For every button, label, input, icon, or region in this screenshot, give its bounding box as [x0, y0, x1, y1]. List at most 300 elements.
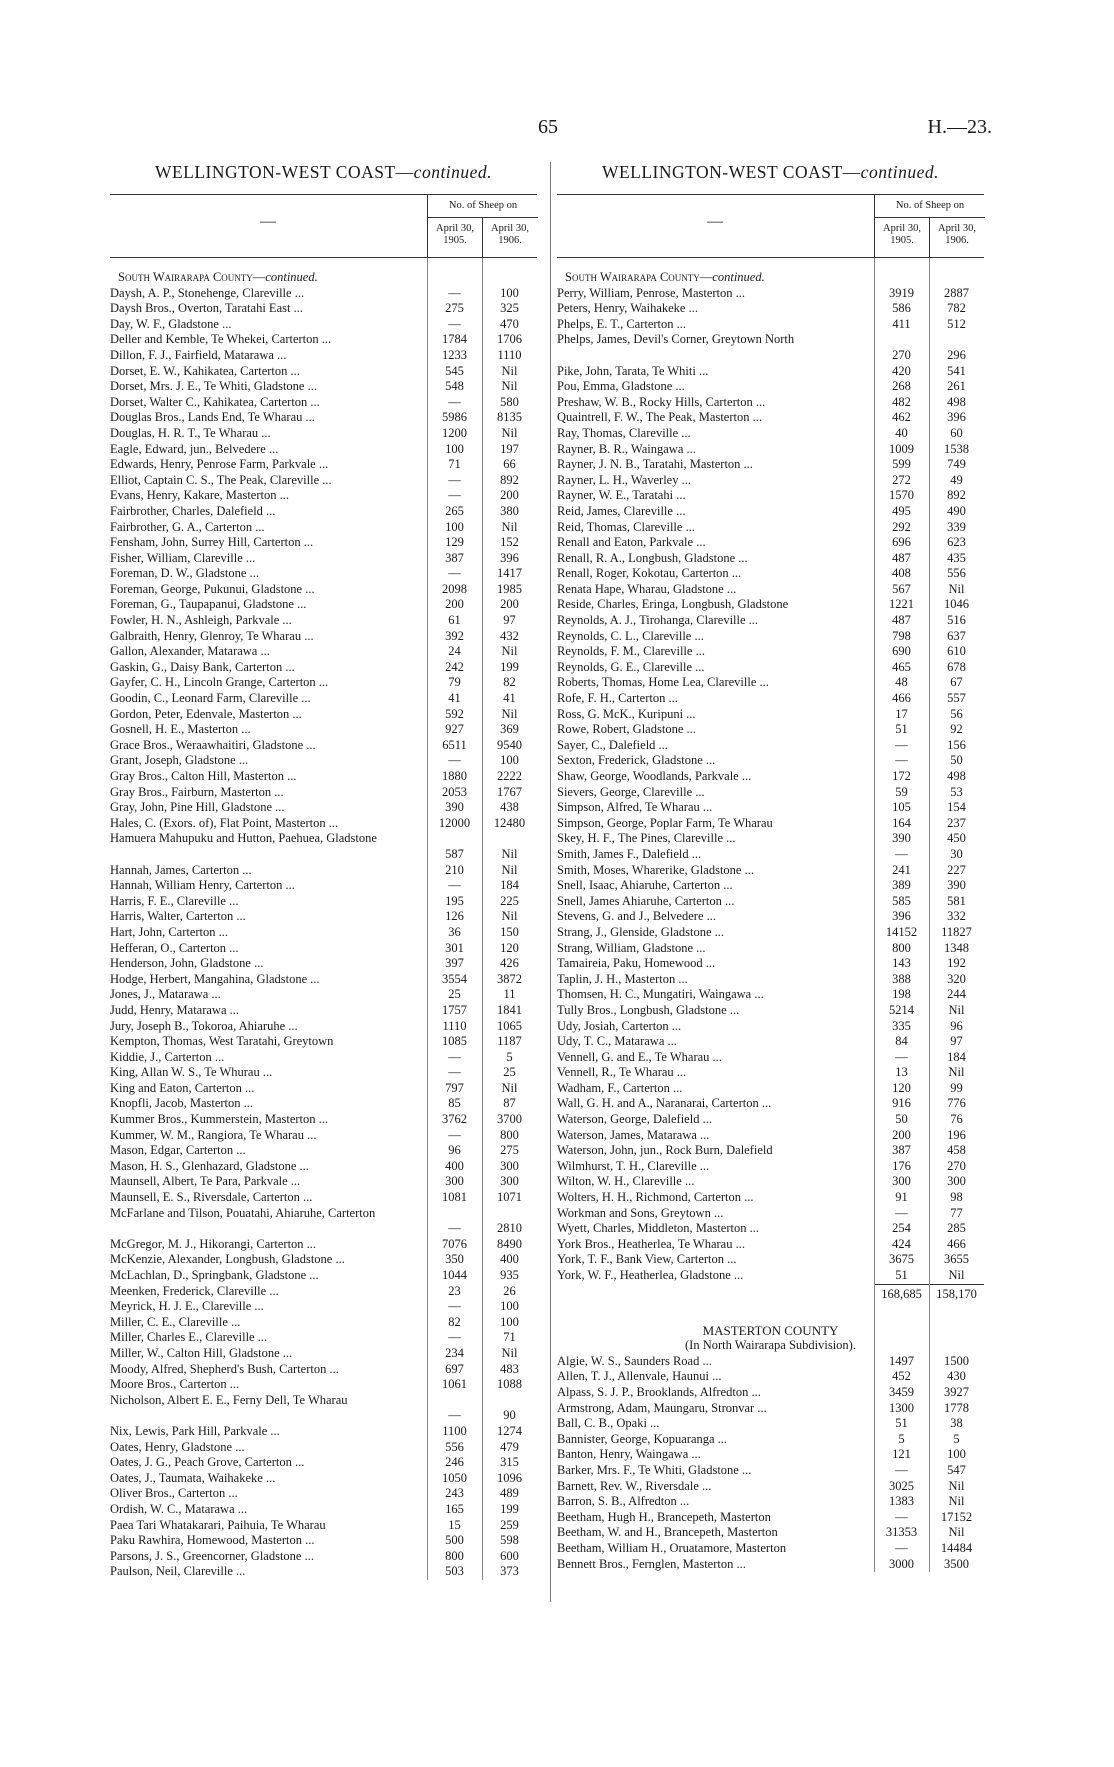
sheep-1906: 400 — [500, 1252, 519, 1267]
sheep-1906: 749 — [947, 457, 966, 472]
owner-name: Kummer, W. M., Rangiora, Te Wharau ... — [110, 1127, 317, 1142]
sheep-1906: 369 — [500, 722, 519, 737]
right-section-heading — [557, 270, 984, 286]
sheep-1905: 1110 — [442, 1018, 467, 1033]
sheep-1906: 490 — [947, 503, 966, 518]
sheep-1905: — — [448, 1299, 461, 1314]
sheep-1905: 696 — [892, 535, 911, 550]
owner-name: Evans, Henry, Kakare, Masterton ... — [110, 488, 289, 503]
owner-name: Knopfli, Jacob, Masterton ... — [110, 1096, 254, 1111]
sheep-1905: 254 — [892, 1221, 911, 1236]
sheep-1906: 2887 — [944, 285, 969, 300]
owner-name: Rayner, L. H., Waverley ... — [557, 472, 691, 487]
table-row — [557, 738, 984, 754]
sheep-1905: 592 — [445, 706, 464, 721]
table-row — [557, 1050, 984, 1066]
right-header-col-1906 — [929, 217, 984, 257]
table-row — [110, 1065, 537, 1081]
sheep-1905: 424 — [892, 1236, 911, 1251]
sheep-1906: 1417 — [497, 566, 522, 581]
owner-name: Miller, C. E., Clareville ... — [110, 1314, 241, 1329]
sheep-1906: 275 — [500, 1143, 519, 1158]
table-row — [557, 956, 984, 972]
owner-name: Ordish, W. C., Matarawa ... — [110, 1501, 248, 1516]
sheep-1906: 300 — [947, 1174, 966, 1189]
sheep-1906: 1110 — [497, 347, 522, 362]
sheep-1906: 547 — [947, 1462, 966, 1477]
sheep-1906: 100 — [947, 1447, 966, 1462]
table-row — [557, 769, 984, 785]
owner-name: Mason, Edgar, Carterton ... — [110, 1143, 246, 1158]
owner-name: Smith, James F., Dalefield ... — [557, 846, 702, 861]
left-title-main: WELLINGTON-WEST COAST— — [154, 162, 414, 182]
owner-name: Dorset, Walter C., Kahikatea, Carterton ... — [110, 394, 320, 409]
table-row — [110, 785, 537, 801]
right-header-group: No. of Sheep on — [874, 195, 985, 218]
sheep-1905: 1081 — [442, 1190, 467, 1205]
owner-name: Wilton, W. H., Clareville ... — [557, 1174, 695, 1189]
table-row — [110, 520, 537, 536]
owner-name: Hart, John, Carterton ... — [110, 924, 229, 939]
sheep-1906: 66 — [503, 457, 516, 472]
owner-name: Fowler, H. N., Ashleigh, Parkvale ... — [110, 613, 292, 628]
owner-name: Dorset, Mrs. J. E., Te Whiti, Gladstone ... — [110, 379, 317, 394]
table-row — [110, 1377, 537, 1393]
sheep-1906: 12480 — [493, 815, 526, 830]
table-row — [110, 286, 537, 302]
owner-name: Gray, John, Pine Hill, Gladstone ... — [110, 800, 285, 815]
table-row — [557, 785, 984, 801]
sheep-1906: 100 — [500, 753, 519, 768]
owner-name: Dorset, E. W., Kahikatea, Carterton ... — [110, 363, 300, 378]
sheep-1905: 1100 — [442, 1423, 467, 1438]
sheep-1905: 411 — [892, 316, 911, 331]
table-row — [557, 987, 984, 1003]
sheep-1906: Nil — [501, 644, 518, 659]
table-row — [110, 1128, 537, 1144]
table-row — [557, 1401, 984, 1417]
table-row — [110, 395, 537, 411]
sheep-1906: 154 — [947, 800, 966, 815]
sheep-1906: Nil — [501, 706, 518, 721]
sheep-1906: 98 — [950, 1190, 963, 1205]
sheep-1906: 296 — [947, 347, 966, 362]
table-row — [110, 1081, 537, 1097]
sheep-1906: 120 — [500, 940, 519, 955]
sheep-1906: 38 — [950, 1416, 963, 1431]
table-row — [557, 1159, 984, 1175]
sheep-1905: — — [895, 753, 908, 768]
sheep-1905: 268 — [892, 379, 911, 394]
table-row — [110, 956, 537, 972]
sheep-1905: 482 — [892, 394, 911, 409]
owner-name: Day, W. F., Gladstone ... — [110, 316, 232, 331]
left-header-col-1906 — [482, 217, 537, 257]
table-row — [557, 286, 984, 302]
table-row — [110, 1019, 537, 1035]
sheep-1905: — — [895, 846, 908, 861]
owner-name: Workman and Sons, Greytown ... — [557, 1205, 724, 1220]
table-row — [557, 1557, 984, 1573]
left-col1-line1: April 30, — [436, 223, 474, 234]
sheep-1905: 927 — [445, 722, 464, 737]
table-row — [110, 1330, 537, 1346]
sheep-1906: 1088 — [497, 1377, 522, 1392]
owner-name: Reynolds, A. J., Tirohanga, Clareville ... — [557, 613, 759, 628]
sheep-1905: 556 — [445, 1439, 464, 1454]
table-row — [557, 1003, 984, 1019]
owner-name: Algie, W. S., Saunders Road ... — [557, 1353, 712, 1368]
sheep-1905: 198 — [892, 987, 911, 1002]
sheep-1906: 600 — [500, 1548, 519, 1563]
sheep-1905: 5986 — [442, 410, 467, 425]
right-col1-line1: April 30, — [883, 223, 921, 234]
sheep-1905: 487 — [892, 613, 911, 628]
sheep-1906: 92 — [950, 722, 963, 737]
table-row — [110, 675, 537, 691]
table-row — [110, 1050, 537, 1066]
table-row — [557, 863, 984, 879]
sheep-1905: 586 — [892, 301, 911, 316]
sheep-1905: 397 — [445, 956, 464, 971]
table-row — [557, 1252, 984, 1268]
sheep-1905: 5 — [898, 1431, 905, 1446]
owner-name: Perry, William, Penrose, Masterton ... — [557, 285, 746, 300]
sheep-1906: 516 — [947, 613, 966, 628]
table-row — [110, 1564, 537, 1580]
table-row — [110, 597, 537, 613]
table-row — [110, 878, 537, 894]
sheep-1905: 3000 — [889, 1556, 914, 1571]
owner-name: Fisher, William, Clareville ... — [110, 550, 256, 565]
sheep-1905: 389 — [892, 878, 911, 893]
sheep-1905: 390 — [892, 831, 911, 846]
table-row — [557, 597, 984, 613]
right-rule-1 — [874, 258, 875, 1572]
table-row — [110, 1486, 537, 1502]
left-section-title: South Wairarapa County— — [118, 270, 266, 284]
owner-name: Gayfer, C. H., Lincoln Grange, Carterton ... — [110, 675, 329, 690]
right-col1-line2: 1905. — [890, 235, 914, 246]
sheep-1906: 1500 — [944, 1353, 969, 1368]
sheep-1905: 242 — [445, 659, 464, 674]
left-header-group: No. of Sheep on — [427, 195, 538, 218]
table-row — [110, 379, 537, 395]
owner-name: Alpass, S. J. P., Brooklands, Alfredton ... — [557, 1384, 761, 1399]
table-row — [557, 1128, 984, 1144]
table-row — [557, 675, 984, 691]
table-row — [110, 1284, 537, 1300]
sheep-1905: 350 — [445, 1252, 464, 1267]
owner-name: King, Allan W. S., Te Whurau ... — [110, 1065, 273, 1080]
table-row — [110, 831, 537, 862]
sheep-1905: 548 — [445, 379, 464, 394]
table-row — [557, 1112, 984, 1128]
table-row — [110, 317, 537, 333]
sheep-1905: 82 — [448, 1314, 461, 1329]
sheep-1905: 241 — [892, 862, 911, 877]
owner-name: Meenken, Frederick, Clareville ... — [110, 1283, 279, 1298]
owner-name: Reside, Charles, Eringa, Longbush, Gladstone — [557, 597, 789, 612]
sheep-1906: 97 — [503, 613, 516, 628]
left-header-dash: — — [260, 213, 276, 230]
owner-name: Quaintrell, F. W., The Peak, Masterton ... — [557, 410, 762, 425]
owner-name: Nix, Lewis, Park Hill, Parkvale ... — [110, 1423, 280, 1438]
sheep-1905: 1497 — [889, 1353, 914, 1368]
sheep-1906: 184 — [500, 878, 519, 893]
sheep-1906: 60 — [950, 425, 963, 440]
owner-name: Kiddie, J., Carterton ... — [110, 1049, 225, 1064]
table-row — [557, 1237, 984, 1253]
owner-name: Preshaw, W. B., Rocky Hills, Carterton ... — [557, 394, 766, 409]
table-row — [110, 972, 537, 988]
sheep-1906: 225 — [500, 893, 519, 908]
sheep-1906: 25 — [503, 1065, 516, 1080]
sheep-1905: 567 — [892, 581, 911, 596]
sheep-1905: 690 — [892, 644, 911, 659]
table-row — [557, 1081, 984, 1097]
table-row — [110, 1174, 537, 1190]
sheep-1905: 1200 — [442, 425, 467, 440]
left-column-title — [110, 162, 537, 186]
owner-name: Vennell, G. and E., Te Wharau ... — [557, 1049, 722, 1064]
owner-name: Hales, C. (Exors. of), Flat Point, Masterton ... — [110, 815, 339, 830]
table-row — [110, 1315, 537, 1331]
table-row — [110, 987, 537, 1003]
owner-name: Daysh, A. P., Stonehenge, Clareville ... — [110, 285, 305, 300]
sheep-1905: 1757 — [442, 1002, 467, 1017]
owner-name: Waterson, James, Matarawa ... — [557, 1127, 710, 1142]
sheep-1905: 51 — [895, 1268, 908, 1282]
sheep-1905: 599 — [892, 457, 911, 472]
sheep-1906: 610 — [947, 644, 966, 659]
table-row — [110, 1393, 537, 1424]
table-row — [557, 629, 984, 645]
sheep-1906: 3655 — [944, 1252, 969, 1267]
sheep-1906: 1187 — [497, 1034, 522, 1049]
sheep-1906: 637 — [947, 628, 966, 643]
sheep-1905: 195 — [445, 893, 464, 908]
sheep-1905: — — [448, 878, 461, 893]
sheep-1906: 512 — [947, 316, 966, 331]
sheep-1906: 237 — [947, 815, 966, 830]
table-row — [110, 1003, 537, 1019]
sheep-1906: 450 — [947, 831, 966, 846]
sheep-1905: 210 — [445, 862, 464, 877]
sheep-1906: 1985 — [497, 581, 522, 596]
table-row — [557, 488, 984, 504]
sheep-1906: 156 — [947, 737, 966, 752]
sheep-1905: 387 — [892, 1143, 911, 1158]
sheep-1906: 200 — [500, 488, 519, 503]
sheep-1905: 105 — [892, 800, 911, 815]
sheep-1906: 325 — [500, 301, 519, 316]
sheep-1905: 797 — [445, 1080, 464, 1095]
sheep-1906: 244 — [947, 987, 966, 1002]
owner-name: Barker, Mrs. F., Te Whiti, Gladstone ... — [557, 1462, 752, 1477]
owner-name: Gosnell, H. E., Masterton ... — [110, 722, 251, 737]
table-row — [557, 1447, 984, 1463]
sheep-1906: 426 — [500, 956, 519, 971]
owner-name: Peters, Henry, Waihakeke ... — [557, 301, 698, 316]
table-row — [557, 1065, 984, 1081]
owner-name: Moore Bros., Carterton ... — [110, 1377, 240, 1392]
owner-name: Roberts, Thomas, Home Lea, Clareville ... — [557, 675, 769, 690]
sheep-1905: 121 — [892, 1447, 911, 1462]
sheep-1906: 196 — [947, 1127, 966, 1142]
owner-name: Rayner, W. E., Taratahi ... — [557, 488, 686, 503]
sheep-1906: 261 — [947, 379, 966, 394]
sheep-1906: 67 — [950, 675, 963, 690]
sheep-1906: 300 — [500, 1158, 519, 1173]
sheep-1906: 100 — [500, 1299, 519, 1314]
sheep-1906: Nil — [948, 581, 965, 596]
right-section-title: South Wairarapa County— — [565, 270, 713, 284]
owner-name: Sievers, George, Clareville ... — [557, 784, 705, 799]
sheep-1906: 8490 — [497, 1236, 522, 1251]
sheep-1906: 1841 — [497, 1002, 522, 1017]
sheep-1905: 916 — [892, 1096, 911, 1111]
sheep-1905: 3459 — [889, 1384, 914, 1399]
sheep-1906: Nil — [501, 379, 518, 394]
table-row — [110, 816, 537, 832]
table-row — [557, 1096, 984, 1112]
table-row — [110, 457, 537, 473]
sheep-1905: 275 — [445, 301, 464, 316]
sheep-1906: 197 — [500, 441, 519, 456]
sheep-1906: 380 — [500, 503, 519, 518]
sheep-1906: Nil — [948, 1494, 965, 1509]
sheep-1906: 892 — [500, 472, 519, 487]
sheep-1905: 5214 — [889, 1002, 914, 1017]
table-row — [557, 613, 984, 629]
owner-name: Meyrick, H. J. E., Clareville ... — [110, 1299, 264, 1314]
sheep-1905: 41 — [448, 691, 461, 706]
right-rule-2 — [929, 258, 930, 1572]
sheep-1905: 387 — [445, 550, 464, 565]
sheep-1905: 1221 — [889, 597, 914, 612]
table-row — [557, 1541, 984, 1557]
sheep-1905: 3675 — [889, 1252, 914, 1267]
sheep-1905: — — [448, 1065, 461, 1080]
owner-name: Gaskin, G., Daisy Bank, Carterton ... — [110, 659, 295, 674]
owner-name: Udy, T. C., Matarawa ... — [557, 1034, 677, 1049]
owner-name: Moody, Alfred, Shepherd's Bush, Carterton ... — [110, 1361, 339, 1376]
sheep-1906: 49 — [950, 472, 963, 487]
sheep-1905: 24 — [448, 644, 461, 659]
sheep-1905: 587 — [445, 846, 464, 861]
owner-name: Elliot, Captain C. S., The Peak, Clareville ... — [110, 472, 332, 487]
table-row — [110, 925, 537, 941]
sheep-1905: 420 — [892, 363, 911, 378]
sheep-1906: 227 — [947, 862, 966, 877]
right-header-col-1905 — [874, 217, 929, 257]
table-row — [110, 1096, 537, 1112]
owner-name: Sayer, C., Dalefield ... — [557, 737, 668, 752]
sheep-1906: 96 — [950, 1018, 963, 1033]
left-rule-1 — [427, 258, 428, 1580]
sheep-1905: 48 — [895, 675, 908, 690]
table-row — [557, 1479, 984, 1495]
table-row — [557, 1432, 984, 1448]
sheep-1906: 432 — [500, 628, 519, 643]
sheep-1905: 1233 — [442, 347, 467, 362]
owner-name: Ball, C. B., Opaki ... — [557, 1416, 660, 1431]
left-table-body — [110, 258, 537, 1580]
table-row — [110, 504, 537, 520]
sheep-1905: 1784 — [442, 332, 467, 347]
sheep-1905: 31353 — [885, 1525, 918, 1540]
owner-name: Gray Bros., Calton Hill, Masterton ... — [110, 769, 297, 783]
sheep-1906: Nil — [501, 519, 518, 534]
sheep-1906: 339 — [947, 519, 966, 534]
table-row — [557, 426, 984, 442]
owner-name: Reynolds, F. M., Clareville ... — [557, 644, 705, 659]
owner-name: Fairbrother, Charles, Dalefield ... — [110, 503, 276, 518]
sheep-1905: — — [448, 1221, 461, 1236]
sheep-1905: — — [895, 1540, 908, 1555]
right-column — [557, 162, 984, 1572]
table-row — [557, 1525, 984, 1541]
sheep-1906: 150 — [500, 924, 519, 939]
sheep-1905: 36 — [448, 924, 461, 939]
sheep-1905: 243 — [445, 1486, 464, 1501]
sheep-1906: 556 — [947, 566, 966, 581]
owner-name: McFarlane and Tilson, Pouatahi, Ahiaruhe, Carterton — [110, 1205, 376, 1220]
owner-name: Miller, Charles E., Clareville ... — [110, 1330, 268, 1345]
table-row — [110, 1159, 537, 1175]
sheep-1906: 82 — [503, 675, 516, 690]
sheep-1905: 172 — [892, 769, 911, 783]
sheep-1906: 396 — [947, 410, 966, 425]
owner-name: Rofe, F. H., Carterton ... — [557, 691, 678, 706]
table-row — [557, 317, 984, 333]
table-row — [557, 1143, 984, 1159]
sheep-1906: 782 — [947, 301, 966, 316]
sheep-1905: 495 — [892, 503, 911, 518]
table-row — [557, 847, 984, 863]
sheep-1905: 390 — [445, 800, 464, 815]
right-header-dash: — — [707, 213, 723, 230]
owner-name: Bennett Bros., Fernglen, Masterton ... — [557, 1556, 746, 1571]
owner-name: Reid, James, Clareville ... — [557, 503, 686, 518]
sheep-1905: 85 — [448, 1096, 461, 1111]
sheep-1906: 3927 — [944, 1384, 969, 1399]
owner-name: Phelps, E. T., Carterton ... — [557, 316, 687, 331]
sheep-1905: 1300 — [889, 1400, 914, 1415]
owner-name: Deller and Kemble, Te Whekei, Carterton ... — [110, 332, 332, 347]
table-row — [557, 800, 984, 816]
sheep-1906: 470 — [500, 316, 519, 331]
sheep-1906: 50 — [950, 753, 963, 768]
owner-name: Oates, J. G., Peach Grove, Carterton ... — [110, 1455, 305, 1470]
sheep-1906: 9540 — [497, 737, 522, 752]
sheep-1906: 3872 — [497, 971, 522, 986]
sheep-1906: 332 — [947, 909, 966, 924]
table-row — [110, 364, 537, 380]
table-row — [557, 925, 984, 941]
owner-name: Oates, J., Taumata, Waihakeke ... — [110, 1470, 276, 1485]
table-row — [110, 582, 537, 598]
owner-name: Vennell, R., Te Wharau ... — [557, 1065, 687, 1080]
table-row — [557, 878, 984, 894]
sheep-1906: 373 — [500, 1564, 519, 1579]
owner-name: Paku Rawhira, Homewood, Masterton ... — [110, 1533, 315, 1548]
owner-name: Taplin, J. H., Masterton ... — [557, 971, 688, 986]
table-row — [110, 941, 537, 957]
owner-name: Parsons, J. S., Greencorner, Gladstone ... — [110, 1548, 314, 1563]
table-row — [110, 1440, 537, 1456]
